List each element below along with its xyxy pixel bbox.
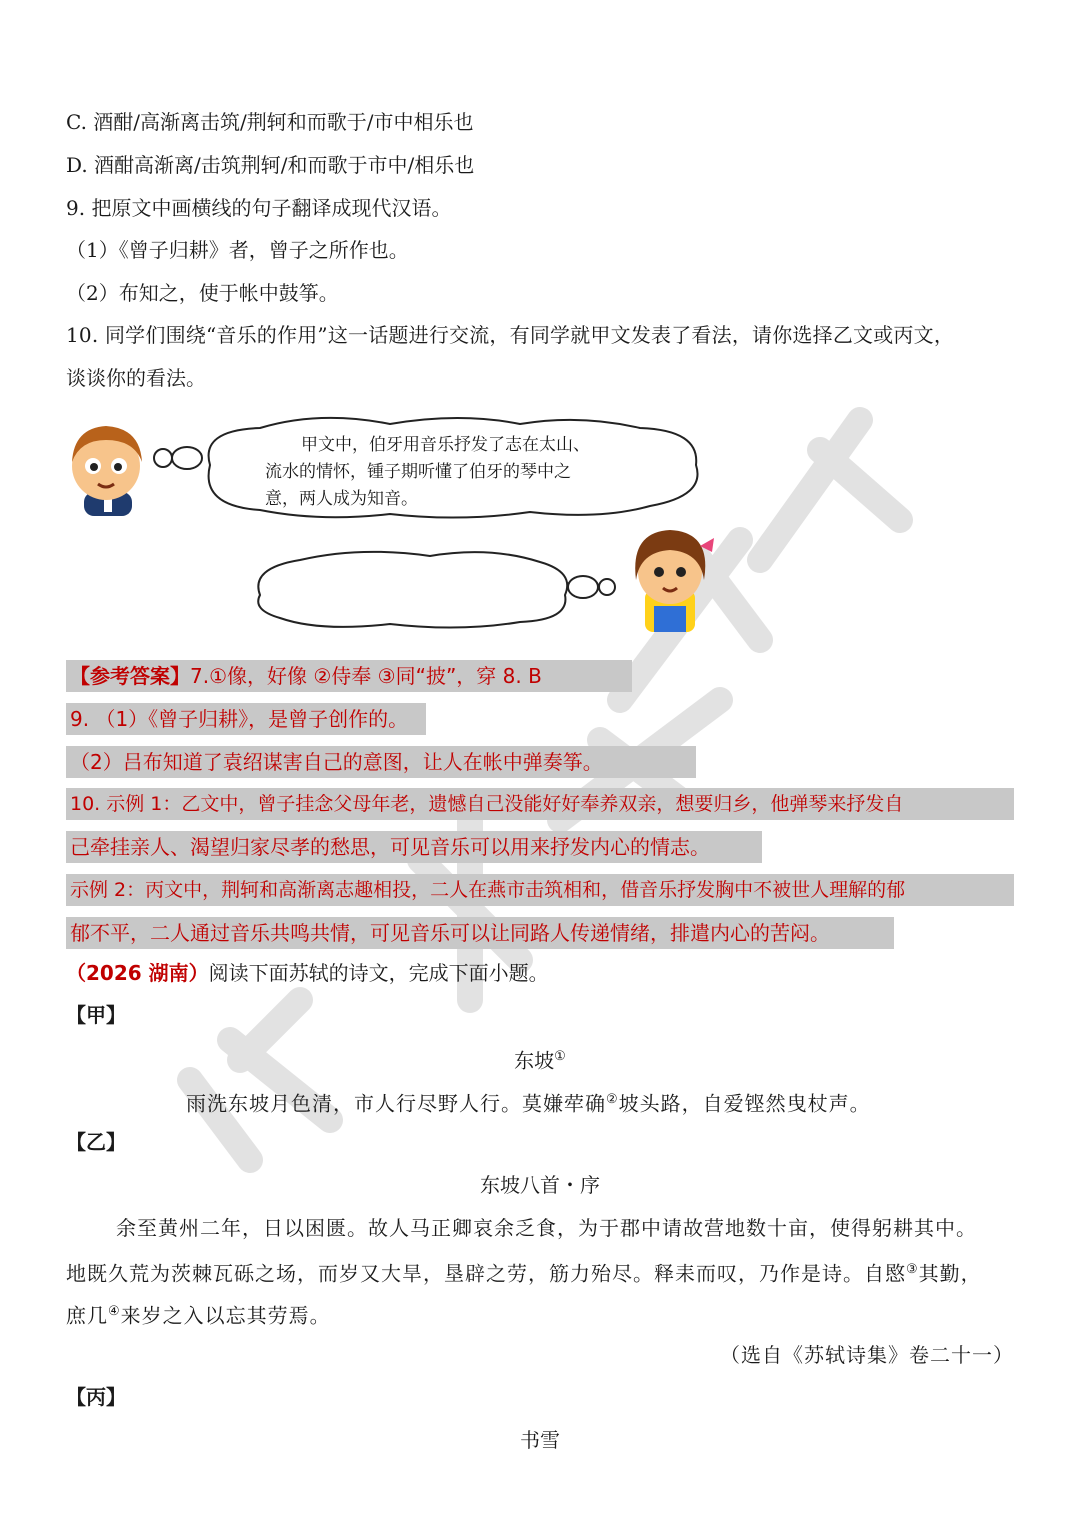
- bubble-line: 甲文中，伯牙用音乐抒发了志在太山、: [301, 435, 590, 455]
- label-jia: 【甲】: [66, 1003, 126, 1027]
- option-c: C. 酒酣/高渐离击筑/荆轲和而歌于/市中相乐也: [66, 110, 474, 134]
- section-intro: [66, 959, 549, 987]
- jia-poem-a: 雨洗东坡月色清，市人行尽野人行。莫嫌荦确: [186, 1091, 606, 1116]
- bing-title: 书雪: [520, 1428, 560, 1452]
- bubble-text: [265, 432, 590, 513]
- section-tag: （2026 湖南）: [66, 961, 209, 985]
- jia-title-line: [0, 1043, 1080, 1075]
- answer-9-2-text: （2）吕布知道了袁绍谋害自己的意图，让人在帐中弹奏筝。: [66, 746, 696, 778]
- yi-p3a: 庶几: [66, 1303, 108, 1328]
- answer-10-2b-text: 郁不平，二人通过音乐共鸣共情，可见音乐可以让同路人传递情绪，排遣内心的苦闷。: [66, 917, 894, 949]
- yi-source: （选自《苏轼诗集》卷二十一）: [720, 1343, 1014, 1367]
- footnote-4: ④: [108, 1304, 121, 1319]
- footnote-1: ①: [554, 1049, 566, 1064]
- yi-title: 东坡八首・序: [480, 1173, 600, 1197]
- jia-title: 东坡: [514, 1048, 555, 1073]
- question-9-sentence-2: （2）布知之，使于帐中鼓筝。: [66, 281, 339, 305]
- answer-9-2: [66, 746, 696, 778]
- answer-10-example-1b: [66, 831, 762, 863]
- yi-p3b: 来岁之入以忘其劳焉。: [120, 1303, 331, 1328]
- label-bing: 【丙】: [66, 1385, 126, 1409]
- boy-avatar-icon: [72, 426, 142, 516]
- answer-10-example-2b: [66, 917, 894, 949]
- answer-10-2a-text: 示例 2：丙文中，荆轲和高渐离志趣相投，二人在燕市击筑相和，借音乐抒发胸中不被世人理解的郁: [66, 874, 1014, 906]
- yi-paragraph-2: [66, 1256, 982, 1288]
- question-9-sentence-1: （1）《曾子归耕》者，曾子之所作也。: [66, 238, 409, 262]
- label-yi: 【乙】: [66, 1130, 126, 1154]
- option-d: D. 酒酣高渐离/击筑荆轲/和而歌于市中/相乐也: [66, 153, 475, 177]
- question-10-line-2: 谈谈你的看法。: [66, 366, 206, 390]
- jia-poem-b: 坡头路，自爱铿然曳杖声。: [618, 1091, 871, 1116]
- footnote-3: ③: [906, 1262, 919, 1277]
- yi-p2a: 地既久荒为茨棘瓦砾之场，而岁又大旱，垦辟之劳，筋力殆尽。释耒而叹，乃作是诗。自愍: [66, 1261, 906, 1286]
- yi-paragraph-3: [66, 1298, 331, 1330]
- answer-10-example-1a: [66, 788, 1014, 820]
- yi-p2b: 其勤，: [918, 1261, 982, 1286]
- answer-7-text: 7.①像，好像 ②侍奉 ③同“披”，穿 8. B: [190, 664, 542, 688]
- girl-avatar-icon: [635, 530, 714, 632]
- answer-10-1b-text: 己牵挂亲人、渴望归家尽孝的愁思，可见音乐可以用来抒发内心的情志。: [66, 831, 762, 863]
- answer-9-1: [66, 703, 426, 735]
- bubble-line: 意，两人成为知音。: [265, 489, 418, 509]
- answer-10-1a-text: 10. 示例 1：乙文中，曾子挂念父母年老，遗憾自己没能好好奉养双亲，想要归乡，他弹琴来抒发自: [66, 788, 1014, 820]
- question-10-line-1: 10. 同学们围绕“音乐的作用”这一话题进行交流，有同学就甲文发表了看法，请你选择乙文或丙文，: [66, 323, 955, 347]
- answer-tag: 【参考答案】: [70, 664, 190, 688]
- answer-10-example-2a: [66, 874, 1014, 906]
- section-text: 阅读下面苏轼的诗文，完成下面小题。: [208, 961, 549, 985]
- jia-poem: [186, 1086, 871, 1118]
- yi-paragraph-1: 余至黄州二年，日以困匮。故人马正卿哀余乏食，为于郡中请故营地数十亩，使得躬耕其中。: [116, 1216, 977, 1240]
- footnote-2: ②: [606, 1092, 619, 1107]
- answer-7-8: [66, 660, 632, 692]
- answer-9-1-text: 9. （1）《曾子归耕》，是曾子创作的。: [66, 703, 426, 735]
- question-9-title: 9. 把原文中画横线的句子翻译成现代汉语。: [66, 196, 452, 220]
- bubble-line: 流水的情怀，锺子期听懂了伯牙的琴中之: [265, 462, 571, 482]
